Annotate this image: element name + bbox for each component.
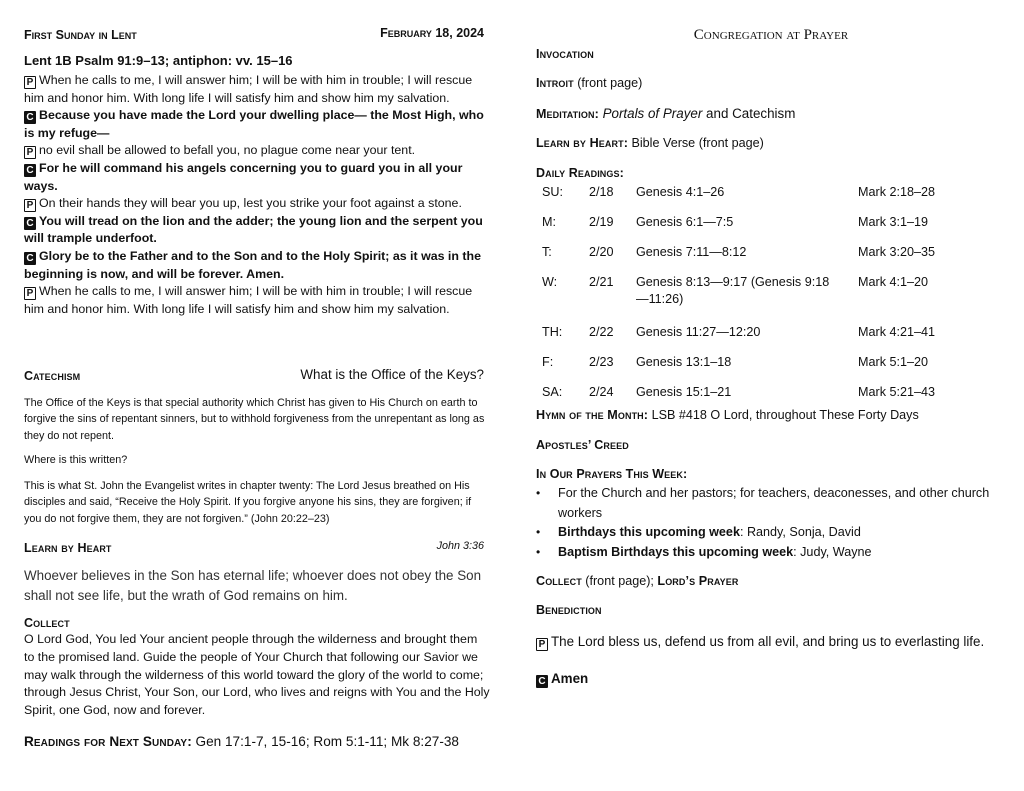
next-sunday-text: Gen 17:1-7, 15-16; Rom 5:1-11; Mk 8:27-38: [195, 734, 459, 749]
catechism-answer: [24, 395, 490, 444]
congregation-badge: C: [536, 675, 548, 688]
catechism-label: Catechism: [24, 369, 81, 383]
learn-label: Learn by Heart:: [536, 136, 628, 150]
list-item: • Birthdays this upcoming week: Randy, Sonja, David: [536, 523, 1006, 543]
psalm-line: P no evil shall be allowed to befall you, no plague come near your tent.: [24, 142, 490, 160]
psalm-line: C You will tread on the lion and the adder; the young lion and the serpent you will trample underfoot.: [24, 213, 483, 246]
introit-line: [536, 76, 642, 90]
introit-text: (front page): [577, 76, 643, 90]
pastor-badge: P: [24, 199, 36, 212]
memory-verse: Whoever believes in the Son has eternal life; whoever does not obey the Son shall not see life, but the wrath of God remains on him.: [24, 568, 482, 603]
page-header: [24, 26, 490, 44]
hymn-label: Hymn of the Month:: [536, 408, 649, 422]
invocation-heading: Invocation: [536, 47, 594, 61]
table-row: M: 2/19 Genesis 6:1—7:5 Mark 3:1–19: [542, 215, 929, 229]
meditation-title: Portals of Prayer: [602, 106, 703, 121]
prayer-list: [536, 484, 1006, 562]
hymn-text: LSB #418 O Lord, throughout These Forty Days: [651, 408, 919, 422]
learn-text: Bible Verse (front page): [631, 136, 764, 150]
psalm-line: C Because you have made the Lord your dwelling place— the Most High, who is my refuge—: [24, 108, 484, 140]
psalm-line: P When he calls to me, I will answer him; I will be with him in trouble; I will rescue him and honor him. With long life I will satisfy him and show him my salvation.: [24, 284, 473, 316]
table-row: F: 2/23 Genesis 13:1–18 Mark 5:1–20: [542, 355, 929, 369]
creed-heading: Apostles’ Creed: [536, 438, 629, 452]
psalm-line: C For he will command his angels concerning you to guard you in all your ways.: [24, 160, 463, 193]
list-item: • For the Church and her pastors; for teachers, deaconesses, and other church workers: [536, 484, 1006, 523]
pastor-badge: P: [24, 287, 36, 300]
psalm-line: P When he calls to me, I will answer him; I will be with him in trouble; I will rescue him and honor him. With long life I will satisfy him and show him my salvation.: [24, 73, 473, 105]
meditation-line: [536, 106, 795, 121]
verse-reference: John 3:36: [436, 540, 484, 552]
psalm-responsive: [24, 72, 490, 318]
congregation-badge: C: [24, 111, 36, 124]
psalm-line: P On their hands they will bear you up, lest you strike your foot against a stone.: [24, 195, 490, 213]
meditation-text: and Catechism: [706, 106, 796, 121]
learn-line: [536, 136, 764, 150]
table-row: TH: 2/22 Genesis 11:27—12:20 Mark 4:21–41: [542, 325, 936, 339]
prayer-section-title: Congregation at Prayer: [693, 27, 849, 43]
table-row: SA: 2/24 Genesis 15:1–21 Mark 5:21–43: [542, 385, 936, 399]
lords-prayer-label: Lord’s Prayer: [657, 574, 739, 588]
introit-label: Introit: [536, 76, 574, 90]
psalm-heading: Lent 1B Psalm 91:9–13; antiphon: vv. 15–16: [24, 53, 293, 68]
catechism-paragraph: The Office of the Keys is that special authority which Christ has given to His Church on earth to forgive the sins of repentant sinners, but to withhold forgiveness from the unrepentant as long as they do not repent.: [24, 397, 485, 442]
prayers-label: In Our Prayers This Week:: [536, 467, 688, 481]
table-row: W: 2/21 Genesis 8:13—9:17 (Genesis 9:18—11:26) Mark 4:1–20: [542, 275, 929, 306]
collect-prayer: O Lord God, You led Your ancient people through the wilderness and brought them to the promised land. Guide the people of Your Church that following our Savior we may walk through the wilderness of this world toward the glory of the world to come; through Jesus Christ, Your Son, our Lord, who lives and reigns with You and the Holy Spirit, one God, now and forever.: [24, 632, 490, 718]
table-row: SU: 2/18 Genesis 4:1–26 Mark 2:18–28: [542, 185, 936, 199]
collect-label: Collect: [536, 574, 582, 588]
next-sunday-label: Readings for Next Sunday: [24, 734, 188, 749]
pastor-badge: P: [24, 76, 36, 89]
learn-by-heart-label: Learn by Heart: [24, 541, 112, 555]
list-item: • Baptism Birthdays this upcoming week: Judy, Wayne: [536, 543, 1006, 563]
catechism-question: What is the Office of the Keys?: [300, 367, 484, 382]
benediction-response: C Amen: [536, 671, 588, 688]
collect-label: Collect: [24, 616, 70, 630]
collect-line: [536, 574, 738, 588]
congregation-badge: C: [24, 252, 36, 265]
catechism-header: [24, 367, 490, 387]
catechism-paragraph: This is what St. John the Evangelist writes in chapter twenty: The Lord Jesus breathed on His disciples and said, “Receive the Holy Spirit. If you forgive anyone his sins, they are forgiven; if you do not forgive them, they are not forgiven.” (John 20:22–23): [24, 480, 472, 525]
congregation-badge: C: [24, 217, 36, 230]
table-row: T: 2/20 Genesis 7:11—8:12 Mark 3:20–35: [542, 245, 936, 259]
learn-by-heart-header: [24, 539, 490, 557]
pastor-badge: P: [24, 146, 36, 159]
congregation-badge: C: [24, 164, 36, 177]
catechism-paragraph: Where is this written?: [24, 454, 128, 466]
page-date: February 18, 2024: [380, 26, 484, 40]
psalm-line: C Glory be to the Father and to the Son and to the Holy Spirit; as it was in the beginning is now, and will be forever. Amen.: [24, 248, 481, 281]
page-title: First Sunday in Lent: [24, 28, 137, 42]
meditation-label: Meditation:: [536, 107, 599, 121]
next-sunday-readings: Readings for Next Sunday: Gen 17:1-7, 15-16; Rom 5:1-11; Mk 8:27-38: [24, 734, 459, 749]
daily-readings-label: Daily Readings:: [536, 166, 624, 180]
hymn-line: [536, 408, 919, 422]
collect-text: (front page);: [585, 574, 654, 588]
benediction-text: P The Lord bless us, defend us from all evil, and bring us to everlasting life.: [536, 632, 1006, 652]
pastor-badge: P: [536, 638, 548, 651]
daily-readings-table: [542, 184, 1002, 408]
benediction-heading: Benediction: [536, 603, 602, 617]
